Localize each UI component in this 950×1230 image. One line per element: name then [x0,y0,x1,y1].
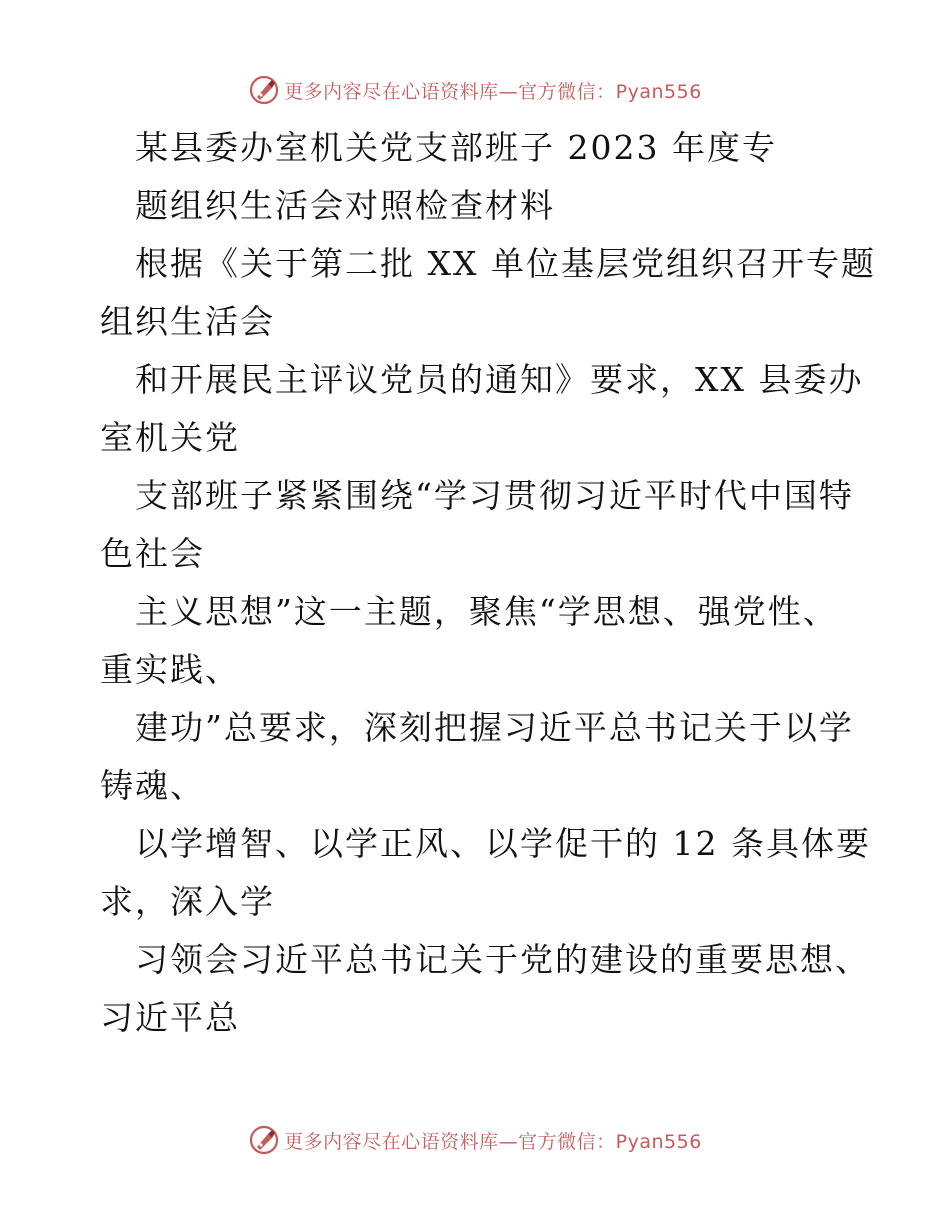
paragraph-line: 室机关党 [100,418,240,457]
paragraph-line: 习近平总 [100,998,240,1037]
paragraph-line: 建功”总要求，深刻把握习近平总书记关于以学 [135,708,854,747]
paragraph-line: 组织生活会 [100,302,275,341]
pen-nib-icon [248,1124,280,1156]
watermark-text: 更多内容尽在心语资料库—官方微信：Pyan556 [284,80,702,103]
paragraph-line: 习领会习近平总书记关于党的建设的重要思想、 [135,940,870,979]
paragraph-line: 色社会 [100,534,205,573]
title-line-1: 某县委办室机关党支部班子 2023 年度专 [135,128,777,167]
paragraph-line: 支部班子紧紧围绕“学习贯彻习近平时代中国特 [135,476,854,515]
footer-watermark [0,1120,950,1160]
paragraph-line: 铸魂、 [100,766,205,805]
paragraph-line: 重实践、 [100,650,240,689]
paragraph-line: 和开展民主评议党员的通知》要求，XX 县委办 [135,360,864,399]
paragraph-line: 主义思想”这一主题，聚焦“学思想、强党性、 [135,592,838,631]
paragraph-line: 根据《关于第二批 XX 单位基层党组织召开专题 [135,244,876,283]
paragraph-line: 以学增智、以学正风、以学促干的 12 条具体要 [135,824,871,863]
watermark-text: 更多内容尽在心语资料库—官方微信：Pyan556 [284,1130,702,1153]
paragraph-line: 求，深入学 [100,882,275,921]
title-line-2: 题组织生活会对照检查材料 [135,186,555,225]
